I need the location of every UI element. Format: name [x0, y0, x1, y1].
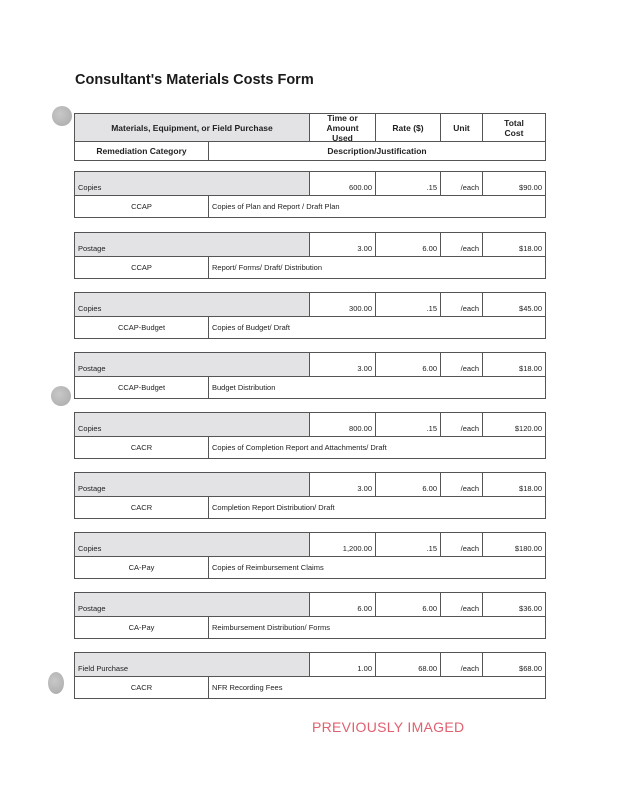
- entry-amount: 600.00: [309, 171, 376, 196]
- entry-category: CCAP: [74, 256, 209, 279]
- entry-unit: /each: [440, 532, 483, 557]
- entry-amount: 3.00: [309, 232, 376, 257]
- entry-item: Copies: [74, 292, 310, 317]
- entry-category: CCAP: [74, 195, 209, 218]
- entry-description: Copies of Reimbursement Claims: [208, 556, 546, 579]
- entry-item: Copies: [74, 532, 310, 557]
- header-total: Total Cost: [482, 113, 546, 142]
- entry-block: [74, 592, 546, 639]
- previously-imaged-stamp: PREVIOUSLY IMAGED: [312, 719, 465, 735]
- entry-description: Copies of Plan and Report / Draft Plan: [208, 195, 546, 218]
- entry-block: [74, 171, 546, 218]
- entry-total: $68.00: [482, 652, 546, 677]
- entry-rate: 68.00: [375, 652, 441, 677]
- entry-description: Completion Report Distribution/ Draft: [208, 496, 546, 519]
- header-item: Materials, Equipment, or Field Purchase: [74, 113, 310, 142]
- entry-amount: 1,200.00: [309, 532, 376, 557]
- header-rate: Rate ($): [375, 113, 441, 142]
- punch-hole-bottom: [48, 672, 64, 694]
- entry-item: Field Purchase: [74, 652, 310, 677]
- entry-unit: /each: [440, 232, 483, 257]
- entry-block: [74, 412, 546, 459]
- entry-total: $18.00: [482, 472, 546, 497]
- entry-item: Postage: [74, 232, 310, 257]
- entry-description: Report/ Forms/ Draft/ Distribution: [208, 256, 546, 279]
- entry-category: CCAP-Budget: [74, 316, 209, 339]
- header-table: [74, 113, 546, 161]
- entry-amount: 300.00: [309, 292, 376, 317]
- entry-amount: 1.00: [309, 652, 376, 677]
- entry-rate: 6.00: [375, 592, 441, 617]
- entry-item: Postage: [74, 352, 310, 377]
- entry-rate: 6.00: [375, 472, 441, 497]
- entry-category: CA-Pay: [74, 556, 209, 579]
- entry-unit: /each: [440, 592, 483, 617]
- entry-total: $18.00: [482, 232, 546, 257]
- entry-total: $36.00: [482, 592, 546, 617]
- entry-unit: /each: [440, 472, 483, 497]
- header-description: Description/Justification: [208, 141, 546, 161]
- header-unit: Unit: [440, 113, 483, 142]
- entry-total: $18.00: [482, 352, 546, 377]
- entry-block: [74, 352, 546, 399]
- entry-unit: /each: [440, 292, 483, 317]
- punch-hole-top: [52, 106, 72, 126]
- entry-description: Budget Distribution: [208, 376, 546, 399]
- header-time: Time or Amount Used: [309, 113, 376, 142]
- entry-amount: 3.00: [309, 352, 376, 377]
- entry-description: NFR Recording Fees: [208, 676, 546, 699]
- entry-block: [74, 532, 546, 579]
- entry-block: [74, 232, 546, 279]
- entry-amount: 6.00: [309, 592, 376, 617]
- entry-unit: /each: [440, 652, 483, 677]
- entry-category: CA-Pay: [74, 616, 209, 639]
- entry-rate: .15: [375, 412, 441, 437]
- entry-rate: 6.00: [375, 232, 441, 257]
- entry-rate: .15: [375, 532, 441, 557]
- header-category: Remediation Category: [74, 141, 209, 161]
- entry-unit: /each: [440, 412, 483, 437]
- entry-item: Copies: [74, 412, 310, 437]
- entry-category: CACR: [74, 436, 209, 459]
- entry-amount: 800.00: [309, 412, 376, 437]
- entry-description: Copies of Completion Report and Attachments/ Draft: [208, 436, 546, 459]
- entry-block: [74, 292, 546, 339]
- entry-amount: 3.00: [309, 472, 376, 497]
- entry-block: [74, 472, 546, 519]
- entry-category: CCAP-Budget: [74, 376, 209, 399]
- entry-rate: .15: [375, 171, 441, 196]
- entry-unit: /each: [440, 171, 483, 196]
- entry-description: Copies of Budget/ Draft: [208, 316, 546, 339]
- entry-unit: /each: [440, 352, 483, 377]
- entry-rate: 6.00: [375, 352, 441, 377]
- entry-item: Postage: [74, 472, 310, 497]
- entry-total: $90.00: [482, 171, 546, 196]
- entry-total: $45.00: [482, 292, 546, 317]
- entry-item: Postage: [74, 592, 310, 617]
- entry-item: Copies: [74, 171, 310, 196]
- entry-total: $120.00: [482, 412, 546, 437]
- entry-category: CACR: [74, 676, 209, 699]
- form-title: Consultant's Materials Costs Form: [75, 72, 314, 88]
- entry-description: Reimbursement Distribution/ Forms: [208, 616, 546, 639]
- entry-block: [74, 652, 546, 699]
- entry-total: $180.00: [482, 532, 546, 557]
- entry-category: CACR: [74, 496, 209, 519]
- entry-rate: .15: [375, 292, 441, 317]
- punch-hole-middle: [51, 386, 71, 406]
